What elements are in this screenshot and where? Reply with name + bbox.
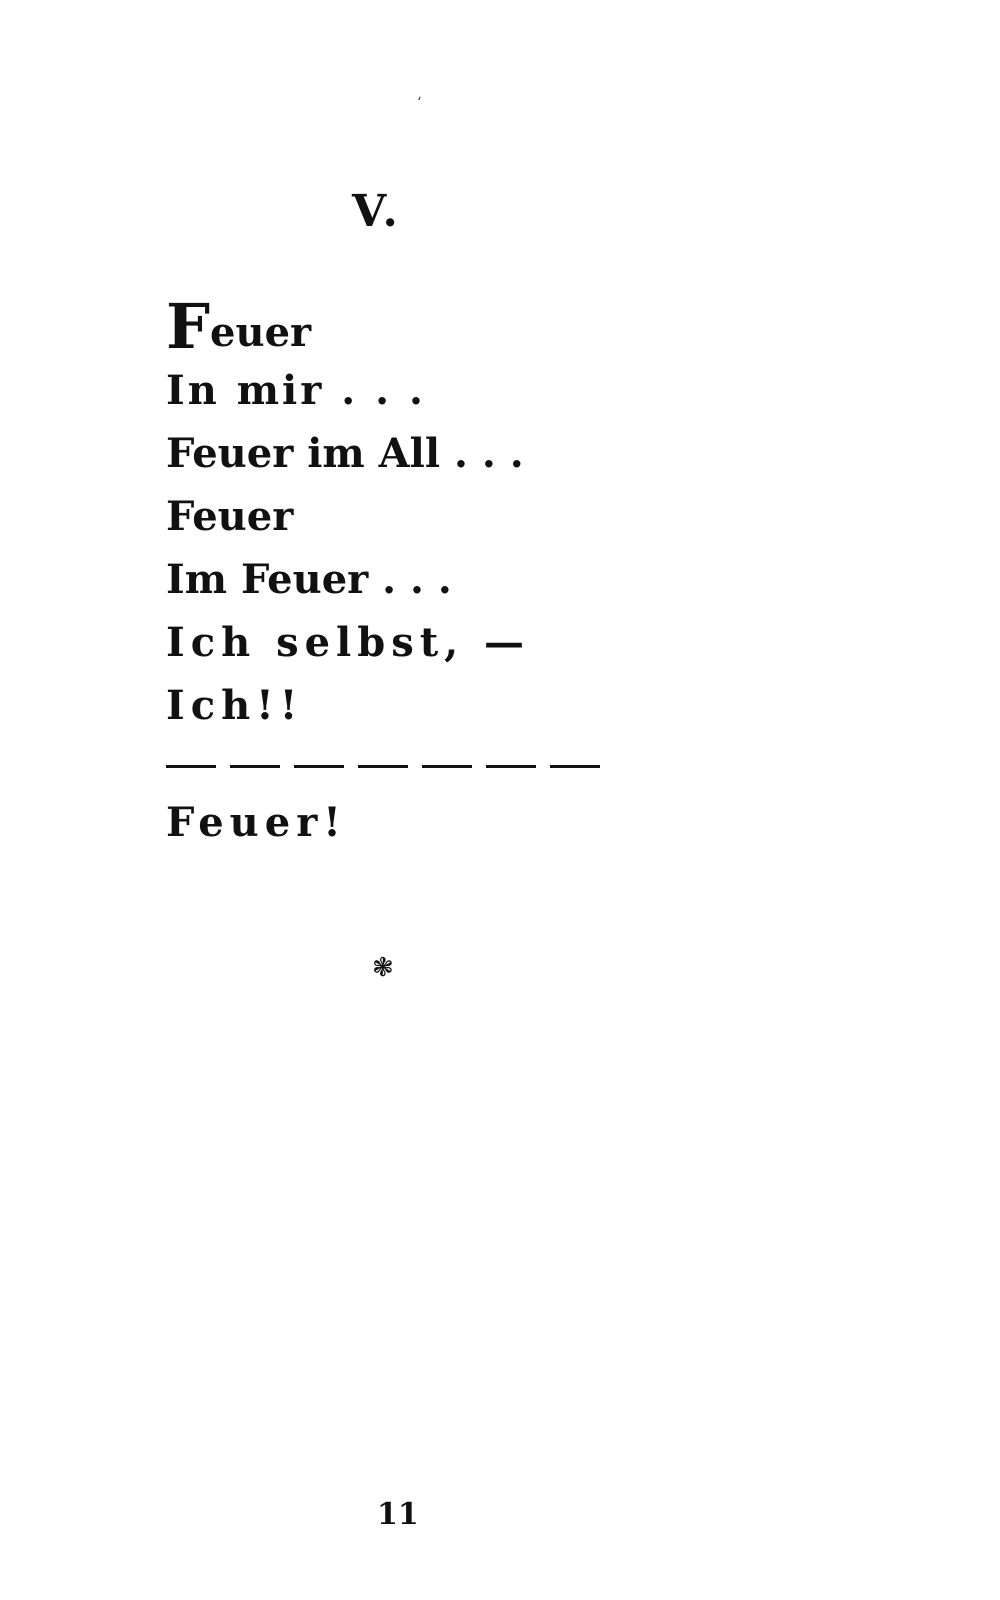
poem-line-6: Ich selbst, — [166,619,531,666]
section-number: V. [352,186,402,237]
drop-cap: F [166,290,211,363]
poem-line-1 [166,290,686,363]
dash-segment [422,765,472,768]
poem-line-4: Feuer [166,493,294,540]
poem-line-2: In mir . . . [166,367,426,414]
poem-final-line: Feuer! [166,799,347,846]
dash-divider [166,749,686,783]
dash-segment [166,765,216,768]
dash-segment [486,765,536,768]
dash-segment [294,765,344,768]
poem-line-7: Ich!! [166,682,304,729]
poem-line-3: Feuer im All . . . [166,430,524,477]
page-number: 11 [377,1497,419,1532]
poem-line-5: Im Feuer . . . [166,556,452,603]
poem [166,290,686,854]
poem-line-1-rest: euer [210,309,312,356]
dash-segment [230,765,280,768]
dash-segment [550,765,600,768]
dash-segment [358,765,408,768]
flower-ornament-icon: ❃ [372,953,394,983]
print-speck: ‘ [417,95,422,111]
